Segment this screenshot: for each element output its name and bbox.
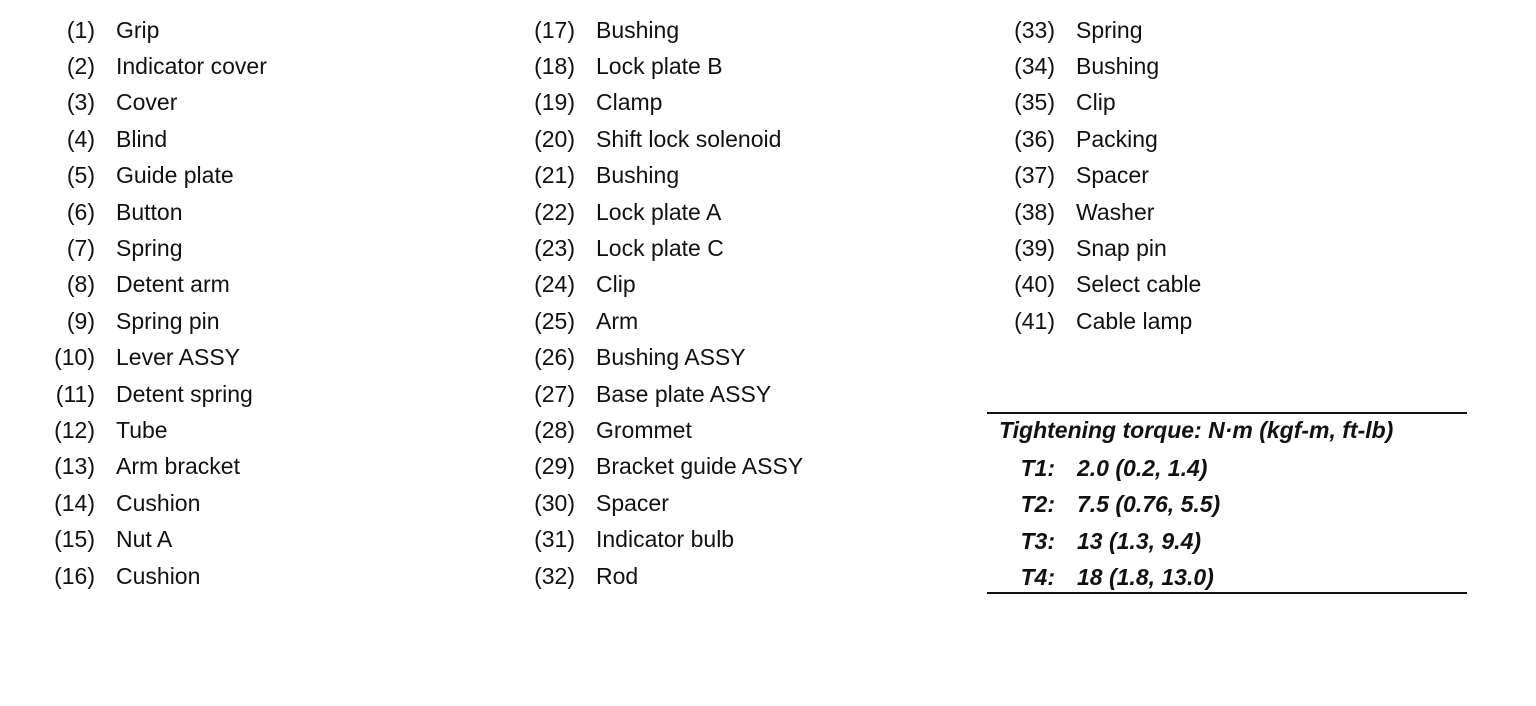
part-name: Arm — [596, 307, 639, 334]
parts-list-item — [980, 230, 1201, 266]
parts-list-item — [500, 230, 803, 266]
part-name: Bushing — [1076, 53, 1160, 80]
part-name: Clamp — [596, 89, 663, 116]
part-name: Clip — [1076, 89, 1116, 116]
torque-row — [987, 523, 1201, 559]
part-name: Cable lamp — [1076, 307, 1193, 334]
parts-list-item — [20, 267, 267, 303]
part-name: Nut A — [116, 526, 173, 553]
parts-list-item — [500, 449, 803, 485]
part-number: (14) — [54, 489, 95, 516]
part-name: Base plate ASSY — [596, 380, 772, 407]
tightening-torque-table — [987, 412, 1467, 594]
parts-list-item — [20, 48, 267, 84]
parts-list-item — [20, 521, 267, 557]
part-name: Arm bracket — [116, 453, 240, 480]
part-name: Bracket guide ASSY — [596, 453, 804, 480]
part-number: (41) — [1014, 307, 1055, 334]
parts-list-item — [980, 303, 1201, 339]
parts-list-item — [500, 85, 803, 121]
parts-list-item — [500, 485, 803, 521]
parts-list-item — [500, 558, 803, 594]
torque-value: 18 (1.8, 13.0) — [1077, 564, 1214, 590]
part-number: (16) — [54, 562, 95, 589]
torque-table-title: Tightening torque: N·m (kgf-m, ft-lb) — [999, 417, 1394, 443]
part-number: (38) — [1014, 198, 1055, 225]
parts-list-item — [20, 121, 267, 157]
parts-list-item — [20, 194, 267, 230]
part-name: Guide plate — [116, 162, 234, 189]
part-name: Packing — [1076, 125, 1158, 152]
part-name: Shift lock solenoid — [596, 125, 782, 152]
part-number: (7) — [66, 235, 95, 262]
part-number: (28) — [534, 416, 575, 443]
parts-list-item — [20, 303, 267, 339]
part-name: Spring pin — [116, 307, 220, 334]
part-name: Select cable — [1076, 271, 1202, 298]
parts-list-item — [20, 230, 267, 266]
parts-list-item — [500, 12, 803, 48]
part-name: Grommet — [596, 416, 692, 443]
part-number: (9) — [66, 307, 95, 334]
parts-list-item — [20, 485, 267, 521]
parts-list-item — [500, 303, 803, 339]
part-name: Snap pin — [1076, 235, 1167, 262]
torque-value: 13 (1.3, 9.4) — [1077, 527, 1202, 554]
part-number: (40) — [1014, 271, 1055, 298]
part-number: (35) — [1014, 89, 1055, 116]
part-name: Bushing — [596, 162, 680, 189]
part-name: Lock plate B — [596, 53, 723, 80]
part-number: (36) — [1014, 125, 1055, 152]
part-number: (12) — [54, 416, 95, 443]
parts-list-column-3 — [980, 12, 1201, 340]
part-number: (3) — [66, 89, 95, 116]
part-name: Cover — [116, 89, 178, 116]
part-number: (19) — [534, 89, 575, 116]
part-number: (18) — [534, 53, 575, 80]
parts-list-column-2 — [500, 12, 803, 594]
part-number: (10) — [54, 344, 95, 371]
parts-list-item — [20, 449, 267, 485]
part-number: (11) — [55, 380, 95, 407]
torque-row — [987, 450, 1207, 486]
part-number: (24) — [534, 271, 575, 298]
torque-label: T2: — [1020, 491, 1055, 517]
part-number: (27) — [534, 380, 575, 407]
parts-list-item — [20, 558, 267, 594]
part-number: (37) — [1014, 162, 1055, 189]
parts-list-item — [500, 521, 803, 557]
part-name: Lock plate A — [596, 198, 722, 225]
part-number: (1) — [66, 16, 95, 43]
part-name: Spacer — [1076, 162, 1149, 189]
part-number: (39) — [1014, 235, 1055, 262]
part-number: (4) — [66, 125, 95, 152]
part-name: Detent arm — [116, 271, 230, 298]
parts-list-item — [20, 412, 267, 448]
part-name: Blind — [116, 125, 168, 152]
part-name: Spacer — [596, 489, 669, 516]
torque-value: 7.5 (0.76, 5.5) — [1077, 491, 1221, 517]
part-name: Lock plate C — [596, 235, 724, 262]
part-number: (30) — [534, 489, 575, 516]
part-name: Indicator bulb — [596, 526, 735, 553]
parts-list-item — [980, 121, 1201, 157]
parts-list-item — [500, 340, 803, 376]
parts-list-item — [500, 412, 803, 448]
part-name: Bushing — [596, 16, 680, 43]
parts-list-item — [20, 12, 267, 48]
part-number: (32) — [534, 562, 575, 589]
parts-list-item — [20, 85, 267, 121]
part-name: Bushing ASSY — [596, 344, 746, 371]
parts-list-item — [980, 267, 1201, 303]
torque-row — [987, 560, 1214, 596]
part-number: (23) — [534, 235, 575, 262]
part-name: Button — [116, 198, 183, 225]
part-name: Lever ASSY — [116, 344, 241, 371]
part-number: (2) — [66, 53, 95, 80]
torque-label: T4: — [1020, 564, 1055, 590]
part-name: Tube — [116, 416, 168, 443]
parts-list-item — [980, 48, 1201, 84]
part-name: Washer — [1076, 198, 1155, 225]
part-number: (8) — [66, 271, 95, 298]
parts-list-item — [500, 48, 803, 84]
parts-list-item — [500, 267, 803, 303]
parts-list-item — [980, 12, 1201, 48]
torque-value: 2.0 (0.2, 1.4) — [1077, 454, 1208, 481]
parts-list-item — [500, 376, 803, 412]
part-name: Grip — [116, 16, 160, 43]
part-number: (34) — [1014, 53, 1055, 80]
parts-list-item — [980, 194, 1201, 230]
part-number: (5) — [66, 162, 95, 189]
part-number: (17) — [534, 16, 575, 43]
parts-list-column-1 — [20, 12, 267, 594]
part-number: (26) — [534, 344, 575, 371]
torque-label: T3: — [1020, 527, 1055, 554]
part-name: Rod — [596, 562, 639, 589]
part-name: Clip — [596, 271, 636, 298]
part-name: Spring — [1076, 16, 1143, 43]
part-number: (6) — [66, 198, 95, 225]
part-name: Cushion — [116, 562, 201, 589]
part-number: (13) — [54, 453, 95, 480]
part-number: (20) — [534, 125, 575, 152]
part-number: (15) — [54, 526, 95, 553]
parts-list-item — [980, 85, 1201, 121]
parts-list-item — [20, 158, 267, 194]
parts-list-item — [500, 158, 803, 194]
parts-list-item — [20, 340, 267, 376]
part-name: Cushion — [116, 489, 201, 516]
part-number: (25) — [534, 307, 575, 334]
part-number: (29) — [534, 453, 575, 480]
parts-list-item — [980, 158, 1201, 194]
parts-list-item — [20, 376, 267, 412]
parts-list-item — [500, 194, 803, 230]
part-number: (22) — [534, 198, 575, 225]
part-name: Detent spring — [116, 380, 253, 407]
part-name: Indicator cover — [116, 53, 267, 80]
parts-list-item — [500, 121, 803, 157]
torque-row — [987, 487, 1220, 523]
part-number: (21) — [534, 162, 575, 189]
torque-label: T1: — [1020, 454, 1055, 481]
part-number: (31) — [534, 526, 575, 553]
part-number: (33) — [1014, 16, 1055, 43]
part-name: Spring — [116, 235, 183, 262]
